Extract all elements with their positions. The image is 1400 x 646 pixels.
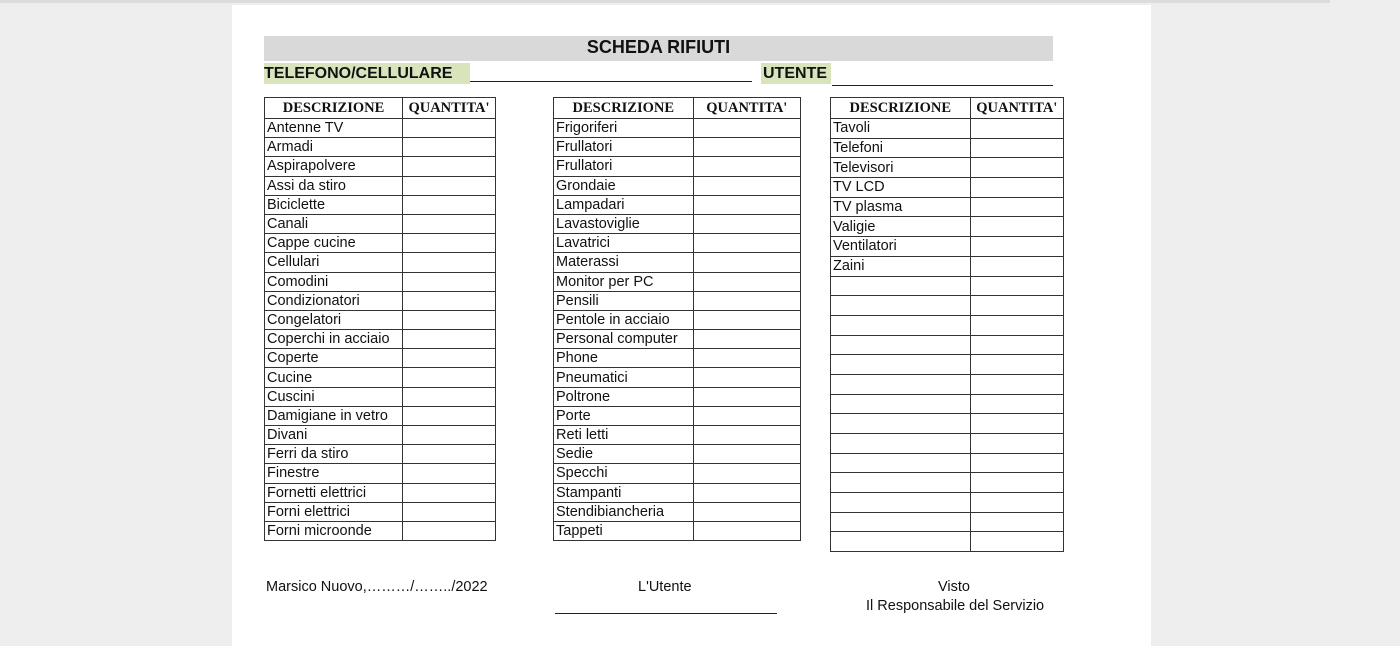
item-description: Aspirapolvere [265, 157, 403, 176]
item-description: Porte [554, 406, 694, 425]
table-row [265, 464, 496, 483]
item-description [831, 296, 971, 316]
item-description: Telefoni [831, 138, 971, 158]
table-row [265, 253, 496, 272]
item-description: Ferri da stiro [265, 445, 403, 464]
table-row [831, 473, 1064, 493]
item-description: TV LCD [831, 178, 971, 198]
table-row [554, 426, 801, 445]
column-header-description: DESCRIZIONE [831, 98, 971, 119]
item-description: Antenne TV [265, 119, 403, 138]
table-row [265, 426, 496, 445]
item-description: Personal computer [554, 330, 694, 349]
table-row [831, 335, 1064, 355]
item-description [831, 374, 971, 394]
table-row [265, 214, 496, 233]
item-quantity-cell [693, 119, 800, 138]
table-row [554, 310, 801, 329]
item-description: Comodini [265, 272, 403, 291]
table-header-row [554, 98, 801, 119]
item-description: Monitor per PC [554, 272, 694, 291]
item-description: Frullatori [554, 138, 694, 157]
item-quantity-cell [970, 453, 1063, 473]
table-row [554, 483, 801, 502]
item-description: Divani [265, 426, 403, 445]
item-description: Sedie [554, 445, 694, 464]
item-quantity-cell [403, 387, 496, 406]
table-row [554, 349, 801, 368]
table-row [554, 157, 801, 176]
table-row [831, 434, 1064, 454]
table-row [265, 310, 496, 329]
item-quantity-cell [693, 253, 800, 272]
table-row [831, 512, 1064, 532]
table-row [831, 158, 1064, 178]
table-row [265, 483, 496, 502]
item-description [831, 434, 971, 454]
item-quantity-cell [970, 394, 1063, 414]
item-description: Grondaie [554, 176, 694, 195]
item-quantity-cell [970, 296, 1063, 316]
column-header-quantity: QUANTITA' [970, 98, 1063, 119]
item-description: Cappe cucine [265, 234, 403, 253]
table-header-row [265, 98, 496, 119]
item-quantity-cell [970, 355, 1063, 375]
item-description: Forni microonde [265, 521, 403, 540]
table-row [265, 157, 496, 176]
column-header-quantity: QUANTITA' [693, 98, 800, 119]
user-label: UTENTE [763, 65, 827, 82]
viewer-top-bar [0, 0, 1330, 3]
item-quantity-cell [693, 310, 800, 329]
table-row [831, 119, 1064, 139]
table-row [554, 214, 801, 233]
item-description: Cucine [265, 368, 403, 387]
item-description: Fornetti elettrici [265, 483, 403, 502]
item-quantity-cell [403, 272, 496, 291]
item-quantity-cell [970, 276, 1063, 296]
table-row [831, 394, 1064, 414]
item-description [831, 473, 971, 493]
item-description: Forni elettrici [265, 502, 403, 521]
table-row [554, 387, 801, 406]
item-description: Tappeti [554, 521, 694, 540]
item-quantity-cell [403, 119, 496, 138]
table-row [831, 414, 1064, 434]
item-description: Lavatrici [554, 234, 694, 253]
item-description: Stampanti [554, 483, 694, 502]
contact-row [264, 63, 1064, 85]
item-description: Damigiane in vetro [265, 406, 403, 425]
item-description: Pentole in acciaio [554, 310, 694, 329]
table-row [831, 296, 1064, 316]
item-quantity-cell [693, 214, 800, 233]
item-description: Frullatori [554, 157, 694, 176]
table-row [831, 178, 1064, 198]
item-description [831, 335, 971, 355]
item-quantity-cell [970, 158, 1063, 178]
item-description: Phone [554, 349, 694, 368]
item-quantity-cell [403, 521, 496, 540]
item-description: Assi da stiro [265, 176, 403, 195]
table-row [265, 445, 496, 464]
item-description [831, 276, 971, 296]
item-description: Armadi [265, 138, 403, 157]
item-description [831, 532, 971, 552]
table-row [831, 493, 1064, 513]
waste-table-3 [830, 97, 1064, 552]
table-header-row [831, 98, 1064, 119]
table-row [831, 276, 1064, 296]
item-quantity-cell [970, 178, 1063, 198]
table-row [265, 234, 496, 253]
item-description: Condizionatori [265, 291, 403, 310]
table-row [554, 272, 801, 291]
item-quantity-cell [693, 445, 800, 464]
table-row [265, 387, 496, 406]
table-row [831, 256, 1064, 276]
item-quantity-cell [970, 237, 1063, 257]
table-row [554, 195, 801, 214]
phone-field-line [470, 81, 752, 82]
item-description: Specchi [554, 464, 694, 483]
item-quantity-cell [693, 426, 800, 445]
waste-table-1 [264, 97, 496, 541]
item-quantity-cell [693, 349, 800, 368]
item-description [831, 493, 971, 513]
table-row [265, 291, 496, 310]
item-quantity-cell [403, 234, 496, 253]
item-quantity-cell [693, 406, 800, 425]
item-quantity-cell [970, 197, 1063, 217]
item-quantity-cell [970, 414, 1063, 434]
item-description: Valigie [831, 217, 971, 237]
table-row [831, 532, 1064, 552]
item-description: Poltrone [554, 387, 694, 406]
item-quantity-cell [403, 330, 496, 349]
document-title: SCHEDA RIFIUTI [586, 37, 731, 57]
item-quantity-cell [970, 119, 1063, 139]
item-quantity-cell [403, 349, 496, 368]
item-quantity-cell [693, 521, 800, 540]
item-description: Pensili [554, 291, 694, 310]
item-description: Frigoriferi [554, 119, 694, 138]
table-row [554, 521, 801, 540]
item-quantity-cell [403, 483, 496, 502]
table-row [554, 445, 801, 464]
item-quantity-cell [693, 483, 800, 502]
table-row [554, 253, 801, 272]
item-description: Ventilatori [831, 237, 971, 257]
table-row [265, 176, 496, 195]
item-description [831, 315, 971, 335]
table-row [265, 521, 496, 540]
item-quantity-cell [970, 434, 1063, 454]
table-row [554, 119, 801, 138]
item-quantity-cell [403, 214, 496, 233]
item-description: Congelatori [265, 310, 403, 329]
item-description: Materassi [554, 253, 694, 272]
item-description: Lampadari [554, 195, 694, 214]
item-description: Stendibiancheria [554, 502, 694, 521]
table-row [554, 138, 801, 157]
table-row [831, 138, 1064, 158]
title-band [264, 36, 1053, 61]
item-quantity-cell [693, 234, 800, 253]
table-row [554, 368, 801, 387]
table-row [554, 291, 801, 310]
item-description: Biciclette [265, 195, 403, 214]
item-quantity-cell [403, 502, 496, 521]
table-row [265, 502, 496, 521]
item-description: Cuscini [265, 387, 403, 406]
waste-table-2 [553, 97, 801, 541]
item-description: Finestre [265, 464, 403, 483]
user-signature-label: L'Utente [638, 579, 692, 595]
item-quantity-cell [403, 368, 496, 387]
item-description: Coperte [265, 349, 403, 368]
item-description: Lavastoviglie [554, 214, 694, 233]
item-quantity-cell [970, 138, 1063, 158]
item-quantity-cell [970, 335, 1063, 355]
item-quantity-cell [970, 532, 1063, 552]
item-description: Tavoli [831, 119, 971, 139]
user-field-line [832, 85, 1053, 86]
item-quantity-cell [403, 464, 496, 483]
item-quantity-cell [970, 473, 1063, 493]
table-row [554, 464, 801, 483]
item-quantity-cell [970, 374, 1063, 394]
item-quantity-cell [693, 157, 800, 176]
column-header-description: DESCRIZIONE [554, 98, 694, 119]
item-quantity-cell [403, 157, 496, 176]
item-description: Canali [265, 214, 403, 233]
table-row [831, 197, 1064, 217]
item-description: Televisori [831, 158, 971, 178]
table-row [554, 176, 801, 195]
table-row [554, 330, 801, 349]
item-description: Reti letti [554, 426, 694, 445]
table-row [265, 272, 496, 291]
table-row [265, 138, 496, 157]
item-quantity-cell [403, 138, 496, 157]
item-quantity-cell [403, 406, 496, 425]
item-quantity-cell [403, 445, 496, 464]
item-description: Pneumatici [554, 368, 694, 387]
table-row [265, 406, 496, 425]
table-row [265, 349, 496, 368]
item-description: TV plasma [831, 197, 971, 217]
table-row [265, 119, 496, 138]
table-row [831, 374, 1064, 394]
item-quantity-cell [693, 502, 800, 521]
document-page [232, 5, 1151, 646]
item-description [831, 453, 971, 473]
place-date: Marsico Nuovo,………/……../2022 [266, 579, 488, 595]
phone-label: TELEFONO/CELLULARE [264, 65, 453, 82]
item-quantity-cell [403, 176, 496, 195]
item-quantity-cell [970, 256, 1063, 276]
user-signature-line [555, 613, 777, 614]
item-quantity-cell [693, 176, 800, 195]
item-quantity-cell [693, 368, 800, 387]
item-quantity-cell [403, 253, 496, 272]
item-quantity-cell [970, 315, 1063, 335]
item-quantity-cell [403, 310, 496, 329]
item-description: Cellulari [265, 253, 403, 272]
item-quantity-cell [970, 217, 1063, 237]
item-description: Coperchi in acciaio [265, 330, 403, 349]
responsible-label: Il Responsabile del Servizio [866, 598, 1045, 614]
table-row [831, 355, 1064, 375]
item-quantity-cell [693, 291, 800, 310]
item-quantity-cell [693, 138, 800, 157]
table-row [831, 453, 1064, 473]
item-description [831, 355, 971, 375]
visto-label: Visto [938, 579, 970, 595]
table-row [265, 195, 496, 214]
item-description: Zaini [831, 256, 971, 276]
item-quantity-cell [693, 272, 800, 291]
item-description [831, 414, 971, 434]
item-quantity-cell [693, 464, 800, 483]
item-quantity-cell [693, 195, 800, 214]
item-quantity-cell [693, 387, 800, 406]
table-row [265, 368, 496, 387]
table-row [831, 237, 1064, 257]
item-quantity-cell [403, 426, 496, 445]
item-quantity-cell [403, 291, 496, 310]
item-quantity-cell [693, 330, 800, 349]
item-quantity-cell [970, 493, 1063, 513]
item-quantity-cell [970, 512, 1063, 532]
column-header-quantity: QUANTITA' [403, 98, 496, 119]
column-header-description: DESCRIZIONE [265, 98, 403, 119]
table-row [265, 330, 496, 349]
table-row [554, 234, 801, 253]
table-row [554, 406, 801, 425]
item-quantity-cell [403, 195, 496, 214]
item-description [831, 394, 971, 414]
item-description [831, 512, 971, 532]
table-row [831, 315, 1064, 335]
table-row [554, 502, 801, 521]
table-row [831, 217, 1064, 237]
